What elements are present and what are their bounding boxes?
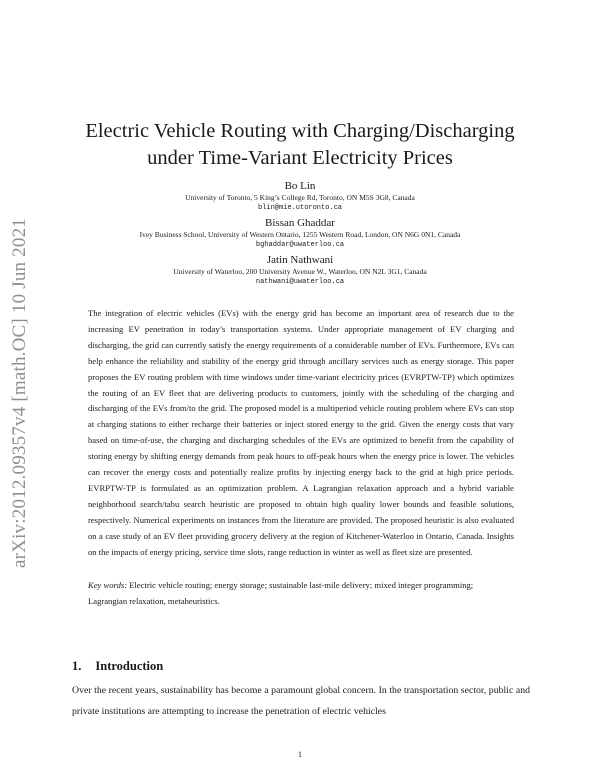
author-block-3	[60, 253, 540, 287]
abstract: The integration of electric vehicles (EVs) with the energy grid has become an important area of research due to the increasing EV penetration in today’s transportation systems. Under appropriate management of EV charging and discharging, the grid can currently satisfy the energy requirements of a considerable number of EVs. Furthermore, EVs can help enhance the reliability and stability of the energy grid through ancillary services such as energy storage. This paper proposes the EV routing problem with time windows under time-variant electricity prices (EVRPTW-TP) which optimizes the routing of an EV fleet that are delivering products to customers, jointly with the scheduling of the charging and discharging of the EVs from/to the grid. The proposed model is a multiperiod vehicle routing problem where EVs can stop at charging stations to either recharge their batteries or inject stored energy to the grid. Given the energy costs that vary based on time-of-use, the charging and discharging schedules of the EVs are optimized to benefit from the capability of storing energy by shifting energy demands from peak hours to off-peak hours when the energy price is lower. The vehicles can recover the energy costs and potentially realize profits by injecting energy back to the grid at high price periods. EVRPTW-TP is formulated as an optimization problem. A Lagrangian relaxation approach and a hybrid variable neighborhood search/tabu search heuristic are proposed to obtain high quality lower bounds and feasible solutions, respectively. Numerical experiments on instances from the literature are provided. The proposed heuristic is also evaluated on a case study of an EV fleet providing grocery delivery at the region of Kitchener-Waterloo in Ontario, Canada. Insights on the impacts of energy pricing, service time slots, range reduction in winter as well as fleet size are presented.	[88, 308, 514, 557]
author-name: Bo Lin	[284, 180, 316, 192]
title-line-1: Electric Vehicle Routing with Charging/Discharging	[85, 120, 515, 142]
page-number: 1	[298, 750, 302, 759]
author-email[interactable]: bghaddar@uwaterloo.ca	[255, 241, 345, 249]
keywords-text: Electric vehicle routing; energy storage; sustainable last-mile delivery; mixed integer programming; Lagrangian relaxation, metaheuristics.	[88, 580, 474, 606]
author-email[interactable]: blin@mie.utoronto.ca	[257, 204, 342, 212]
keywords-label: Key words	[88, 580, 125, 590]
section-heading	[72, 658, 163, 674]
author-block-1	[60, 179, 540, 213]
author-name: Jatin Nathwani	[266, 254, 334, 266]
keywords-colon: :	[124, 580, 130, 590]
intro-paragraph: Over the recent years, sustainability has become a paramount global concern. In the transportation sector, public and private institutions are attempting to increase the penetration of electric vehicles	[72, 685, 530, 717]
author-email[interactable]: nathwani@uwaterloo.ca	[255, 278, 345, 286]
author-affiliation: University of Toronto, 5 King’s College Rd, Toronto, ON M5S 3G8, Canada	[185, 193, 415, 202]
paper-title	[60, 118, 540, 172]
arxiv-identifier-stamp: arXiv:2012.09357v4 [math.OC] 10 Jun 2021	[9, 218, 30, 568]
author-name: Bissan Ghaddar	[265, 217, 335, 229]
author-block-2	[60, 216, 540, 250]
keywords	[88, 578, 514, 610]
title-line-2: under Time-Variant Electricity Prices	[147, 147, 453, 169]
section-title: Introduction	[95, 659, 164, 673]
section-number: 1.	[72, 659, 82, 673]
author-affiliation: University of Waterloo, 200 University Avenue W., Waterloo, ON N2L 3G1, Canada	[173, 267, 427, 276]
author-affiliation: Ivey Business School, University of Western Ontario, 1255 Western Road, London, ON N6G 0N1, Canada	[139, 230, 461, 239]
